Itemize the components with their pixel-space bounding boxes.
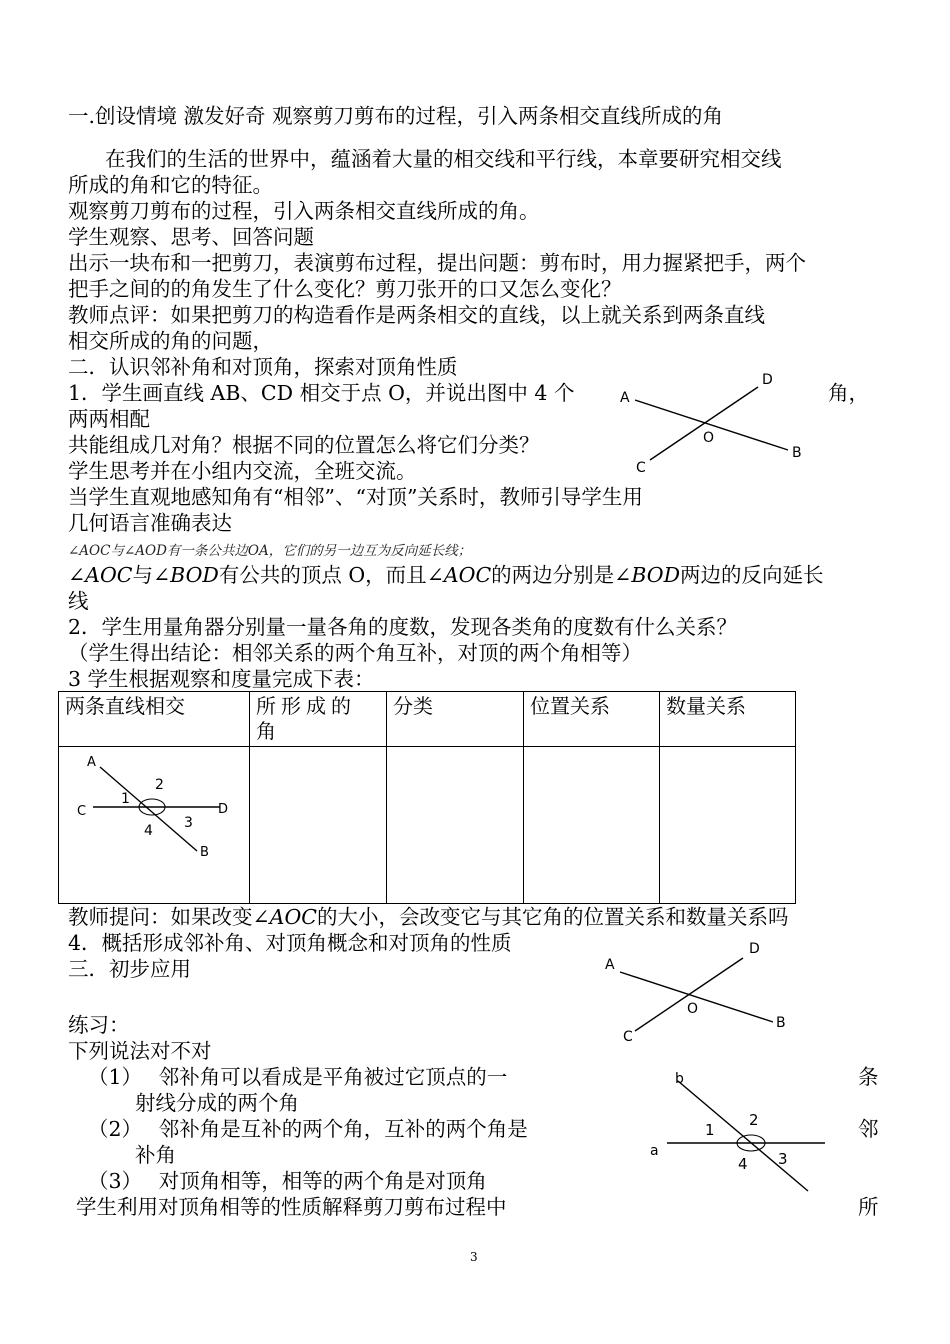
exercise-label: 练习： [68,1013,130,1037]
paragraph-students: 学生观察、思考、回答问题 [68,225,314,249]
item-one-line4: 学生思考并在小组内交流，全班交流。 [68,459,417,483]
exercise-item-2-line1-end: 邻 [858,1117,879,1141]
paragraph-observe: 观察剪刀剪布的过程，引入两条相交直线所成的角。 [68,199,540,223]
paragraph-demo-line1: 出示一块布和一把剪刀，表演剪布过程，提出问题：剪布时，用力握紧把手，两个 [68,251,806,275]
figure-label-b: B [792,445,802,461]
item-one-line6: 几何语言准确表达 [68,511,232,535]
angle-bod: ∠BOD [152,563,219,587]
figure-angle-2: 2 [155,777,164,793]
angle-aoc-2: ∠AOC [426,563,492,587]
figure-label-d: D [749,941,760,957]
item-one-line3: 共能组成几对角？根据不同的位置怎么将它们分类？ [68,433,540,457]
paragraph-teacher-line1: 教师点评：如果把剪刀的构造看作是两条相交的直线，以上就关系到两条直线 [68,303,765,327]
exercise-item-1-line2: 射线分成的两个角 [135,1091,299,1115]
section-three-heading: 三．初步应用 [68,957,191,981]
section-one-heading: 一.创设情境 激发好奇 观察剪刀剪布的过程，引入两条相交直线所成的角 [68,104,724,128]
table-header-cell: 分类 [387,692,524,747]
table-header-cell: 数量关系 [660,692,796,747]
intersecting-lines-figure-1 [608,362,808,482]
table-angle-figure [60,745,245,865]
figure-angle-4: 4 [144,823,153,839]
figure-label-o: O [687,1001,699,1017]
item-two-line1: 2．学生用量角器分别量一量各角的度数，发现各类角的度数有什么关系？ [68,615,738,639]
angle-relation-vertical [68,562,824,588]
text-reverse-extension: 两边的反向延长 [680,563,824,587]
table-cell[interactable] [387,747,524,904]
exercise-item-2-line2: 补角 [135,1143,176,1167]
figure-label-b: B [776,1015,786,1031]
angle-relation-vertical-end: 线 [68,589,89,613]
text-and: 与 [132,563,153,587]
figure-label-a-lower: a [650,1143,659,1159]
exercise-prompt: 下列说法对不对 [68,1039,212,1063]
exercise-item-3: （3） 对顶角相等，相等的两个角是对顶角 [88,1169,487,1193]
angle-relation-adjacent: ∠AOC与∠AOD有一条公共边OA，它们的另一边互为反向延长线； [68,543,472,559]
figure-label-a: A [87,755,96,770]
paragraph-teacher-line2: 相交所成的角的问题， [68,329,273,353]
figure-angle-1: 1 [121,791,130,807]
figure-label-a: A [605,957,615,973]
exercise-item-1-line1-end: 条 [858,1065,879,1089]
figure-label-a: A [620,390,630,406]
figure-angle-3: 3 [184,815,193,831]
figure-angle-2: 2 [749,1111,759,1129]
text-sides: 的两边分别是 [491,563,615,587]
figure-label-c: C [623,1029,633,1045]
exercise-item-2-line1: （2） 邻补角是互补的两个角，互补的两个角是 [88,1117,528,1141]
table-header-cell: 位置关系 [524,692,660,747]
item-one-line1: 1．学生画直线 AB、CD 相交于点 O，并说出图中 4 个 [68,381,575,405]
item-three-line: 3 学生根据观察和度量完成下表： [68,667,375,691]
table-header-cell: 所形成的角 [250,692,387,747]
item-one-line1-end: 角， [828,381,869,405]
exercise-angle-figure [645,1063,835,1198]
table-cell[interactable] [660,747,796,904]
item-one-line5: 当学生直观地感知角有“相邻”、“对顶”关系时，教师引导学生用 [68,485,643,509]
paragraph-demo-line2: 把手之间的的角发生了什么变化？剪刀张开的口又怎么变化？ [68,277,622,301]
item-two-conclusion: （学生得出结论：相邻关系的两个角互补，对顶的两个角相等） [68,641,642,665]
figure-angle-4: 4 [738,1155,748,1173]
teacher-question-start: 教师提问：如果改变 [68,905,253,929]
figure-label-d: D [762,372,773,388]
paragraph-intro-line2: 所成的角和它的特征。 [68,173,273,197]
table-cell[interactable] [524,747,660,904]
intersecting-lines-figure-2 [595,935,795,1047]
exercise-item-1-line1: （1） 邻补角可以看成是平角被过它顶点的一 [88,1065,508,1089]
figure-label-o: O [703,430,715,446]
scissors-explanation-line-end: 所 [858,1195,879,1219]
section-two-heading: 二．认识邻补角和对顶角，探索对顶角性质 [68,355,458,379]
angle-aoc-3: ∠AOC [252,905,317,929]
item-one-line2: 两两相配 [68,407,150,431]
teacher-question-end: 的大小，会改变它与其它角的位置关系和数量关系吗 [316,905,789,929]
figure-label-b: B [200,845,209,860]
table-cell[interactable] [250,747,387,904]
figure-label-d: D [218,802,229,817]
figure-label-b-lower: b [675,1071,684,1087]
table-header-cell: 两条直线相交 [59,692,250,747]
item-four-line: 4．概括形成邻补角、对顶角概念和对顶角的性质 [68,931,512,955]
page-number: 3 [470,1250,478,1264]
figure-label-c: C [77,804,87,819]
table-header-row [59,692,796,747]
text-common-vertex: 有公共的顶点 O，而且 [218,563,427,587]
paragraph-intro-line1: 在我们的生活的世界中，蕴涵着大量的相交线和平行线，本章要研究相交线 [105,147,782,171]
angle-bod-2: ∠BOD [614,563,681,587]
scissors-explanation-line: 学生利用对顶角相等的性质解释剪刀剪布过程中 [76,1195,507,1219]
teacher-question [68,904,788,930]
angle-aoc: ∠AOC [68,563,133,587]
figure-angle-1: 1 [705,1121,715,1139]
figure-angle-3: 3 [778,1150,788,1168]
figure-label-c: C [636,460,646,476]
